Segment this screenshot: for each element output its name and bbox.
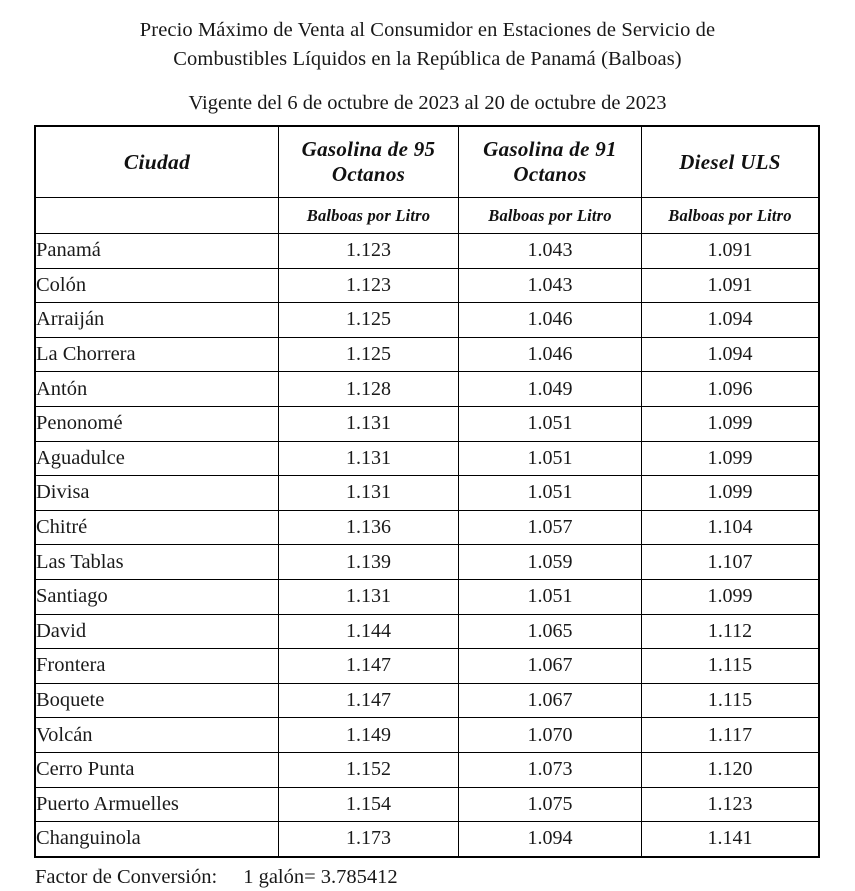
- table-row: [36, 718, 819, 753]
- document-title-block: [0, 0, 855, 117]
- cell-diesel-uls: 1.099: [642, 579, 819, 614]
- unit-header-city: [36, 198, 279, 234]
- table-row: [36, 614, 819, 649]
- table-row: [36, 476, 819, 511]
- table-row: [36, 510, 819, 545]
- column-header-diesel-uls: Diesel ULS: [642, 127, 819, 198]
- cell-gasoline-95: 1.131: [279, 441, 459, 476]
- table-header: [36, 127, 819, 234]
- cell-gasoline-91: 1.051: [459, 579, 642, 614]
- cell-gasoline-95: 1.131: [279, 406, 459, 441]
- fuel-price-table: [35, 126, 819, 857]
- table-row: [36, 579, 819, 614]
- cell-gasoline-91: 1.067: [459, 649, 642, 684]
- table-row: [36, 441, 819, 476]
- cell-diesel-uls: 1.115: [642, 683, 819, 718]
- cell-diesel-uls: 1.094: [642, 337, 819, 372]
- cell-diesel-uls: 1.120: [642, 752, 819, 787]
- table-row: [36, 303, 819, 338]
- cell-city: Penonomé: [36, 406, 279, 441]
- table-row: [36, 337, 819, 372]
- cell-city: Arraiján: [36, 303, 279, 338]
- table-row: [36, 752, 819, 787]
- cell-gasoline-91: 1.043: [459, 234, 642, 269]
- cell-gasoline-91: 1.057: [459, 510, 642, 545]
- cell-gasoline-95: 1.123: [279, 234, 459, 269]
- cell-gasoline-91: 1.046: [459, 303, 642, 338]
- cell-gasoline-91: 1.073: [459, 752, 642, 787]
- cell-city: Boquete: [36, 683, 279, 718]
- cell-gasoline-95: 1.131: [279, 476, 459, 511]
- unit-header-gasoline-95: Balboas por Litro: [279, 198, 459, 234]
- cell-gasoline-95: 1.128: [279, 372, 459, 407]
- cell-gasoline-95: 1.149: [279, 718, 459, 753]
- cell-gasoline-91: 1.049: [459, 372, 642, 407]
- page-title-line-2: Combustibles Líquidos en la República de Panamá (Balboas): [173, 48, 682, 70]
- cell-diesel-uls: 1.141: [642, 822, 819, 857]
- cell-diesel-uls: 1.099: [642, 406, 819, 441]
- cell-gasoline-91: 1.051: [459, 441, 642, 476]
- cell-gasoline-95: 1.131: [279, 579, 459, 614]
- cell-city: Divisa: [36, 476, 279, 511]
- table-row: [36, 649, 819, 684]
- table-header-row-units: [36, 198, 819, 234]
- table-row: [36, 372, 819, 407]
- cell-gasoline-95: 1.123: [279, 268, 459, 303]
- cell-gasoline-91: 1.094: [459, 822, 642, 857]
- cell-diesel-uls: 1.112: [642, 614, 819, 649]
- cell-gasoline-91: 1.067: [459, 683, 642, 718]
- table-row: [36, 822, 819, 857]
- table-row: [36, 787, 819, 822]
- cell-diesel-uls: 1.115: [642, 649, 819, 684]
- conversion-factor-label: Factor de Conversión:: [35, 865, 218, 888]
- conversion-factor-note: [35, 863, 855, 891]
- cell-diesel-uls: 1.107: [642, 545, 819, 580]
- cell-gasoline-95: 1.136: [279, 510, 459, 545]
- cell-diesel-uls: 1.117: [642, 718, 819, 753]
- cell-city: Las Tablas: [36, 545, 279, 580]
- cell-gasoline-95: 1.125: [279, 337, 459, 372]
- cell-gasoline-91: 1.046: [459, 337, 642, 372]
- cell-gasoline-95: 1.144: [279, 614, 459, 649]
- cell-gasoline-91: 1.070: [459, 718, 642, 753]
- cell-gasoline-91: 1.075: [459, 787, 642, 822]
- cell-city: Panamá: [36, 234, 279, 269]
- cell-diesel-uls: 1.104: [642, 510, 819, 545]
- unit-header-gasoline-91: Balboas por Litro: [459, 198, 642, 234]
- cell-city: Colón: [36, 268, 279, 303]
- table-header-row-main: [36, 127, 819, 198]
- cell-gasoline-91: 1.051: [459, 476, 642, 511]
- conversion-factor-value: 1 galón= 3.785412: [243, 865, 398, 888]
- cell-gasoline-95: 1.147: [279, 683, 459, 718]
- cell-gasoline-91: 1.051: [459, 406, 642, 441]
- table-row: [36, 268, 819, 303]
- table-body: [36, 234, 819, 857]
- table-row: [36, 545, 819, 580]
- cell-diesel-uls: 1.094: [642, 303, 819, 338]
- cell-city: Frontera: [36, 649, 279, 684]
- cell-city: Antón: [36, 372, 279, 407]
- cell-city: Puerto Armuelles: [36, 787, 279, 822]
- page-title-line-1: Precio Máximo de Venta al Consumidor en Estaciones de Servicio de: [139, 19, 716, 41]
- cell-gasoline-91: 1.043: [459, 268, 642, 303]
- unit-header-diesel-uls: Balboas por Litro: [642, 198, 819, 234]
- column-header-gasoline-95: Gasolina de 95 Octanos: [279, 127, 459, 198]
- column-header-city: Ciudad: [36, 127, 279, 198]
- cell-gasoline-95: 1.125: [279, 303, 459, 338]
- cell-city: Volcán: [36, 718, 279, 753]
- column-header-gasoline-91: Gasolina de 91 Octanos: [459, 127, 642, 198]
- cell-city: Cerro Punta: [36, 752, 279, 787]
- cell-gasoline-91: 1.059: [459, 545, 642, 580]
- cell-diesel-uls: 1.096: [642, 372, 819, 407]
- cell-city: David: [36, 614, 279, 649]
- cell-gasoline-95: 1.139: [279, 545, 459, 580]
- cell-city: Aguadulce: [36, 441, 279, 476]
- cell-gasoline-95: 1.147: [279, 649, 459, 684]
- table-row: [36, 683, 819, 718]
- cell-gasoline-95: 1.152: [279, 752, 459, 787]
- cell-city: Chitré: [36, 510, 279, 545]
- validity-period-subtitle: Vigente del 6 de octubre de 2023 al 20 de octubre de 2023: [188, 92, 667, 114]
- cell-diesel-uls: 1.091: [642, 234, 819, 269]
- table-row: [36, 406, 819, 441]
- cell-gasoline-95: 1.173: [279, 822, 459, 857]
- cell-diesel-uls: 1.099: [642, 476, 819, 511]
- cell-city: Santiago: [36, 579, 279, 614]
- table-row: [36, 234, 819, 269]
- price-table-container: [35, 126, 819, 857]
- cell-gasoline-95: 1.154: [279, 787, 459, 822]
- cell-diesel-uls: 1.091: [642, 268, 819, 303]
- cell-diesel-uls: 1.123: [642, 787, 819, 822]
- cell-city: Changuinola: [36, 822, 279, 857]
- cell-gasoline-91: 1.065: [459, 614, 642, 649]
- cell-diesel-uls: 1.099: [642, 441, 819, 476]
- cell-city: La Chorrera: [36, 337, 279, 372]
